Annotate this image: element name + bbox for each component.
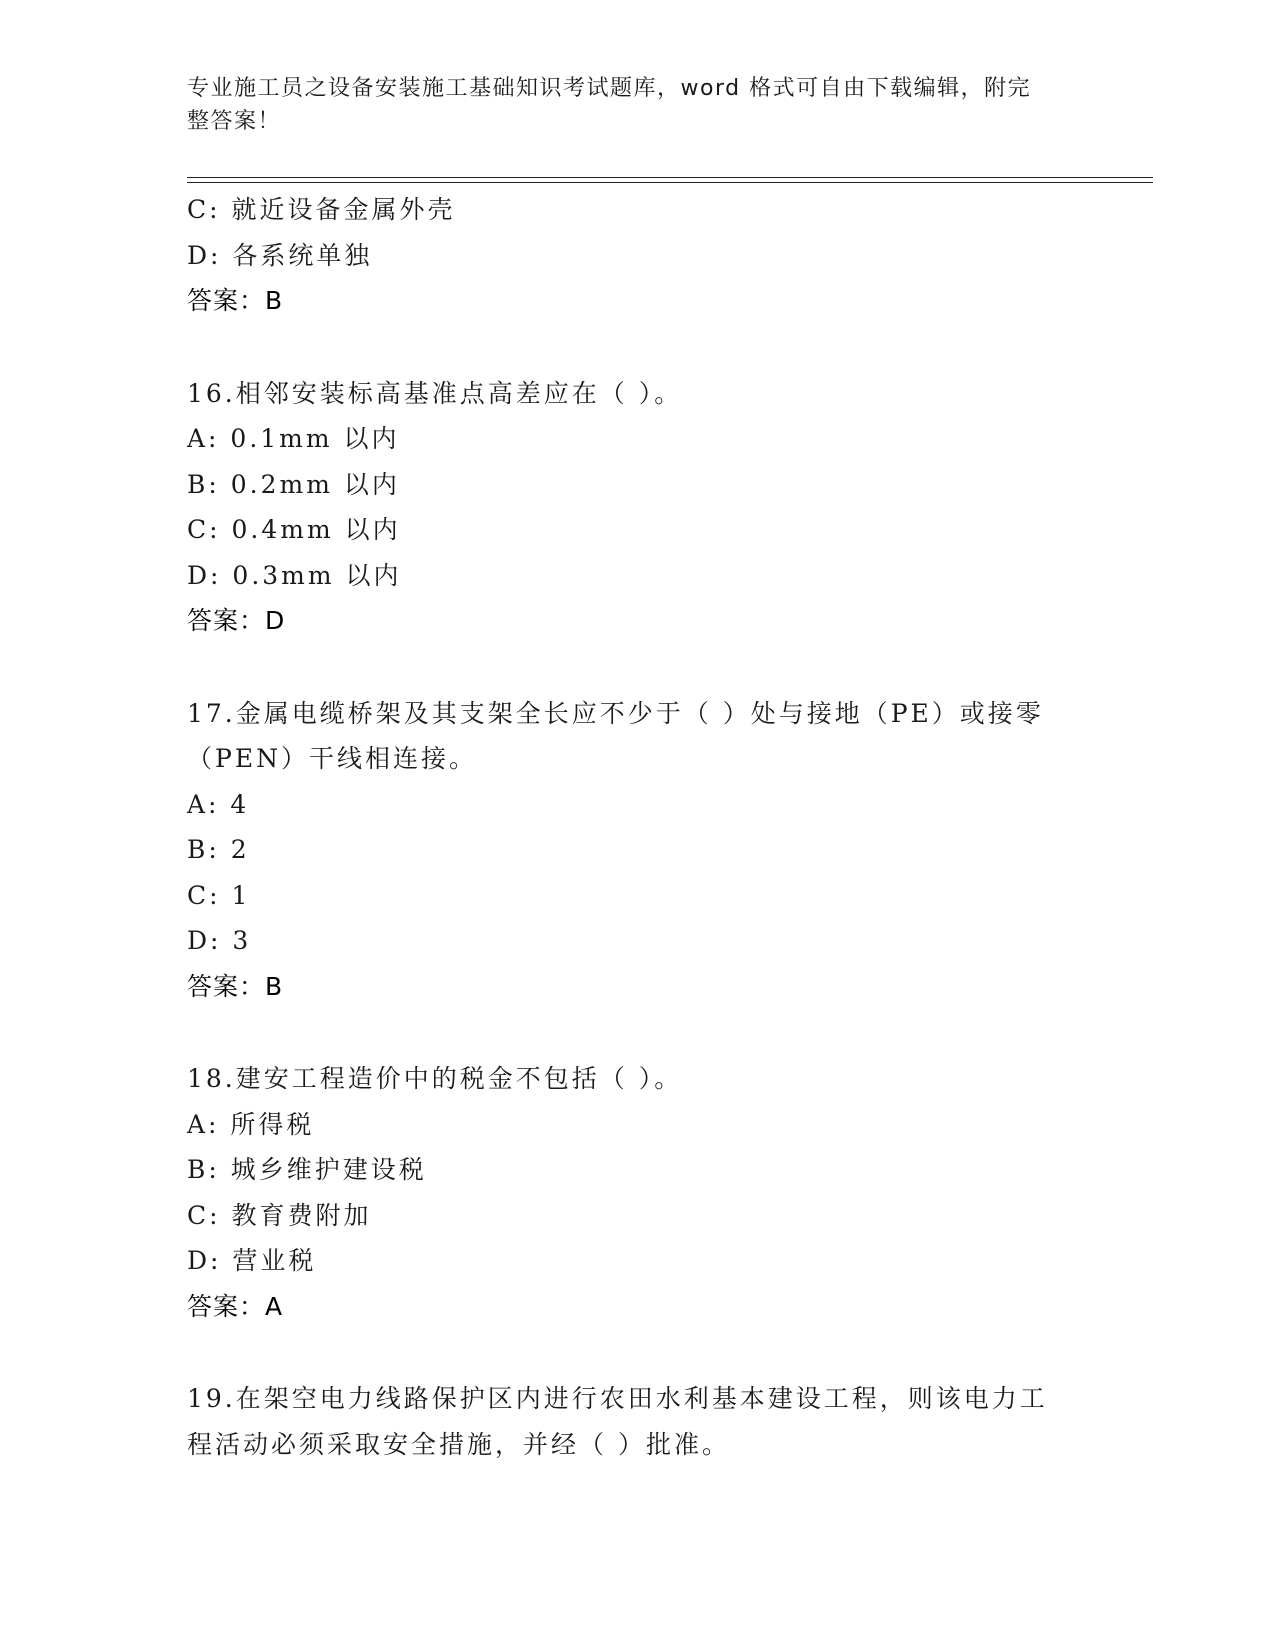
question-stem	[187, 691, 1067, 782]
option-c: C: 1	[187, 880, 251, 910]
answer: 答案：A	[187, 1291, 284, 1321]
spacer	[187, 1329, 1087, 1376]
stem-line: 19.在架空电力线路保护区内进行农田水利基本建设工程，则该电力工	[187, 1384, 1048, 1413]
question-stem	[187, 1056, 1067, 1102]
spacer	[187, 324, 1087, 371]
option-a: A: 4	[187, 789, 250, 819]
spacer	[187, 1009, 1087, 1056]
document-body	[187, 187, 1087, 1467]
option-d: D: 各系统单独	[187, 240, 373, 270]
option-b: B: 0.2mm 以内	[187, 469, 400, 499]
header-divider-top	[187, 177, 1153, 178]
option-c: C: 0.4mm 以内	[187, 515, 401, 544]
option-a: A: 0.1mm 以内	[187, 424, 400, 453]
spacer	[187, 644, 1087, 691]
question-17	[187, 691, 1087, 1010]
question-stem	[187, 1376, 1067, 1467]
header-line-1: 专业施工员之设备安装施工基础知识考试题库，word 格式可自由下载编辑，附完	[187, 76, 1032, 101]
header-divider-bottom	[187, 182, 1153, 183]
answer: 答案：B	[187, 286, 284, 315]
option-d: D: 0.3mm 以内	[187, 560, 402, 590]
question-16	[187, 371, 1087, 644]
option-b: B: 2	[187, 835, 250, 864]
option-d: D: 营业税	[187, 1246, 317, 1275]
option-d: D: 3	[187, 926, 252, 955]
document-header	[187, 72, 1067, 138]
question-15-tail	[187, 187, 1087, 324]
answer: 答案：B	[187, 971, 284, 1001]
stem-line: 18.建安工程造价中的税金不包括（ ）。	[187, 1064, 683, 1093]
stem-line: 17.金属电缆桥架及其支架全长应不少于（ ）处与接地（PE）或接零	[187, 698, 1044, 728]
question-19	[187, 1376, 1087, 1467]
option-a: A: 所得税	[187, 1109, 315, 1139]
option-c: C: 教育费附加	[187, 1200, 372, 1230]
header-line-2: 整答案！	[187, 109, 282, 134]
option-b: B: 城乡维护建设税	[187, 1155, 427, 1184]
stem-line: 16.相邻安装标高基准点高差应在（ ）。	[187, 378, 683, 408]
answer: 答案：D	[187, 606, 286, 635]
stem-line: 程活动必须采取安全措施，并经（ ）批准。	[187, 1429, 730, 1459]
question-stem	[187, 371, 1067, 417]
stem-line: （PEN）干线相连接。	[187, 744, 477, 773]
option-c: C: 就近设备金属外壳	[187, 195, 456, 224]
question-18	[187, 1056, 1087, 1329]
